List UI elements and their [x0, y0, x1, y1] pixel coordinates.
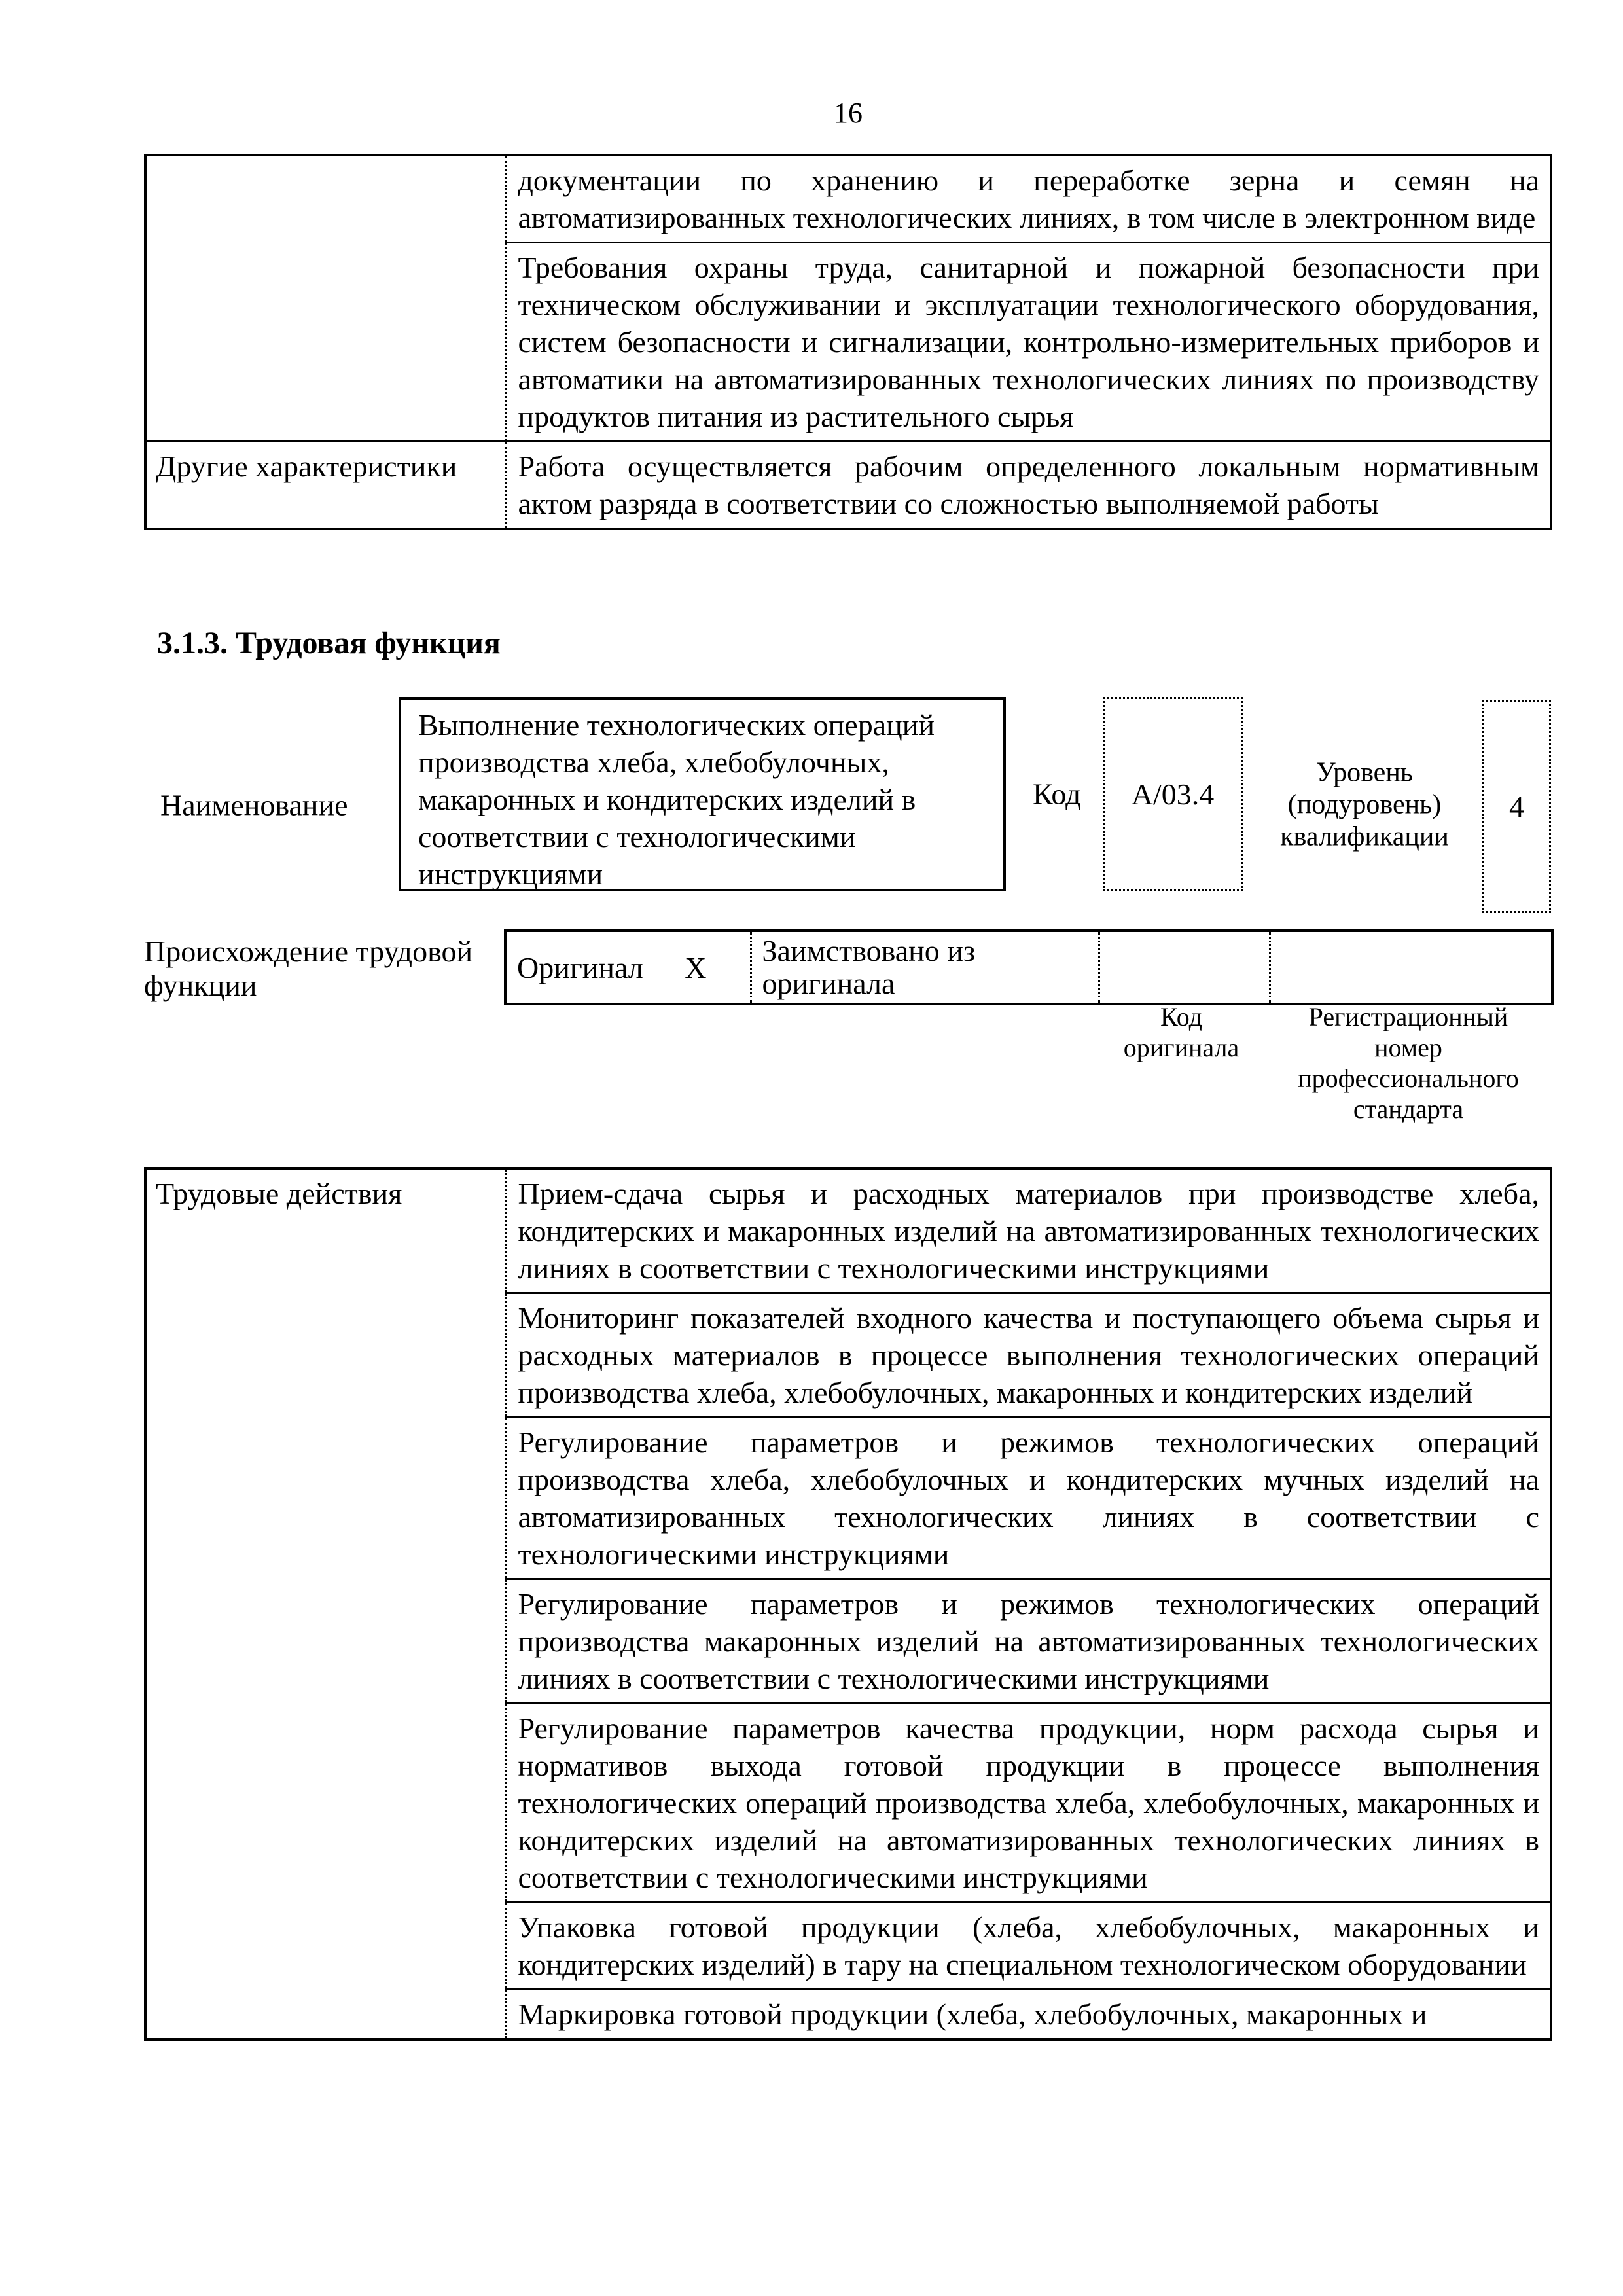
original-mark: X [685, 950, 707, 984]
qualification-level-value: 4 [1509, 790, 1524, 823]
labor-actions-table [144, 1167, 1552, 2041]
function-code-box [1103, 697, 1243, 891]
registration-number-caption: Регистрационный номер профессионального стандарта [1298, 1002, 1519, 1124]
page-number: 16 [834, 97, 863, 129]
table-row [145, 442, 1551, 529]
function-name-box [399, 697, 1006, 891]
labor-action-item: Регулирование параметров качества продукции, норм расхода сырья и нормативов выхода готовой продукции в процессе выполнения технологических операций производства хлеба, хлебобулочных, макаронных и кондитерских изделий на автоматизированных технологических линиях в соответствии с технологическими инструкциями [505, 1704, 1551, 1903]
registration-number-cell [1270, 931, 1552, 1004]
original-code-caption: Код оригинала [1123, 1002, 1240, 1062]
labor-action-item: Прием-сдача сырья и расходных материалов при производстве хлеба, кондитерских и макаронных изделий на автоматизированных технологических линиях в соответствии с технологическими инструкциями [505, 1168, 1551, 1293]
origin-label: Происхождение трудовой функции [144, 935, 473, 1002]
qualification-level-label: Уровень (подуровень) квалификации [1280, 757, 1449, 852]
name-label: Наименование [160, 788, 348, 822]
knowledge-item-text: Требования охраны труда, санитарной и пожарной безопасности при техническом обслуживании и эксплуатации технологического оборудования, систем безопасности и сигнализации, контрольно-измерительных приборов и автоматики на автоматизированных технологических линиях по производству продуктов питания из растительного сырья [505, 243, 1551, 442]
labor-action-item: Мониторинг показателей входного качества и поступающего объема сырья и расходных материалов в процессе выполнения технологических операций производства хлеба, хлебобулочных, макаронных и кондитерских изделий [505, 1293, 1551, 1418]
origin-table [504, 929, 1554, 1005]
borrowed-from-original-cell: Заимствовано из оригинала [751, 931, 1099, 1004]
other-characteristics-text: Работа осуществляется рабочим определенного локальным нормативным актом разряда в соответствии со сложностью выполняемой работы [505, 442, 1551, 529]
labor-action-item: Регулирование параметров и режимов технологических операций производства хлеба, хлебобулочных и кондитерских мучных изделий на автоматизированных технологических линиях в соответствии с технологическими инструкциями [505, 1418, 1551, 1579]
section-heading: 3.1.3. Трудовая функция [157, 626, 501, 660]
original-label: Оригинал [517, 950, 643, 984]
table-row [145, 155, 1551, 243]
function-name-text: Выполнение технологических операций производства хлеба, хлебобулочных, макаронных и кондитерских изделий в соответствии с технологическими инструкциями [418, 708, 935, 891]
knowledge-item-text: документации по хранению и переработке зерна и семян на автоматизированных технологических линиях, в том числе в электронном виде [505, 155, 1551, 243]
original-code-cell [1099, 931, 1270, 1004]
code-label: Код [1033, 777, 1081, 811]
other-characteristics-label: Другие характеристики [145, 442, 505, 529]
table-row [505, 931, 1552, 1004]
labor-action-item: Маркировка готовой продукции (хлеба, хлебобулочных, макаронных и [505, 1990, 1551, 2040]
labor-action-item: Упаковка готовой продукции (хлеба, хлебобулочных, макаронных и кондитерских изделий) в тару на специальном технологическом оборудовании [505, 1903, 1551, 1990]
characteristics-table [144, 154, 1552, 530]
labor-actions-label: Трудовые действия [145, 1168, 505, 2039]
empty-label-cell [145, 155, 505, 442]
labor-action-item: Регулирование параметров и режимов технологических операций производства макаронных изделий на автоматизированных технологических линиях в соответствии с технологическими инструкциями [505, 1579, 1551, 1704]
function-code-value: А/03.4 [1131, 778, 1215, 811]
function-header [144, 697, 1552, 913]
qualification-level-box [1482, 700, 1551, 913]
table-row [145, 1168, 1551, 1293]
original-cell [505, 931, 751, 1004]
